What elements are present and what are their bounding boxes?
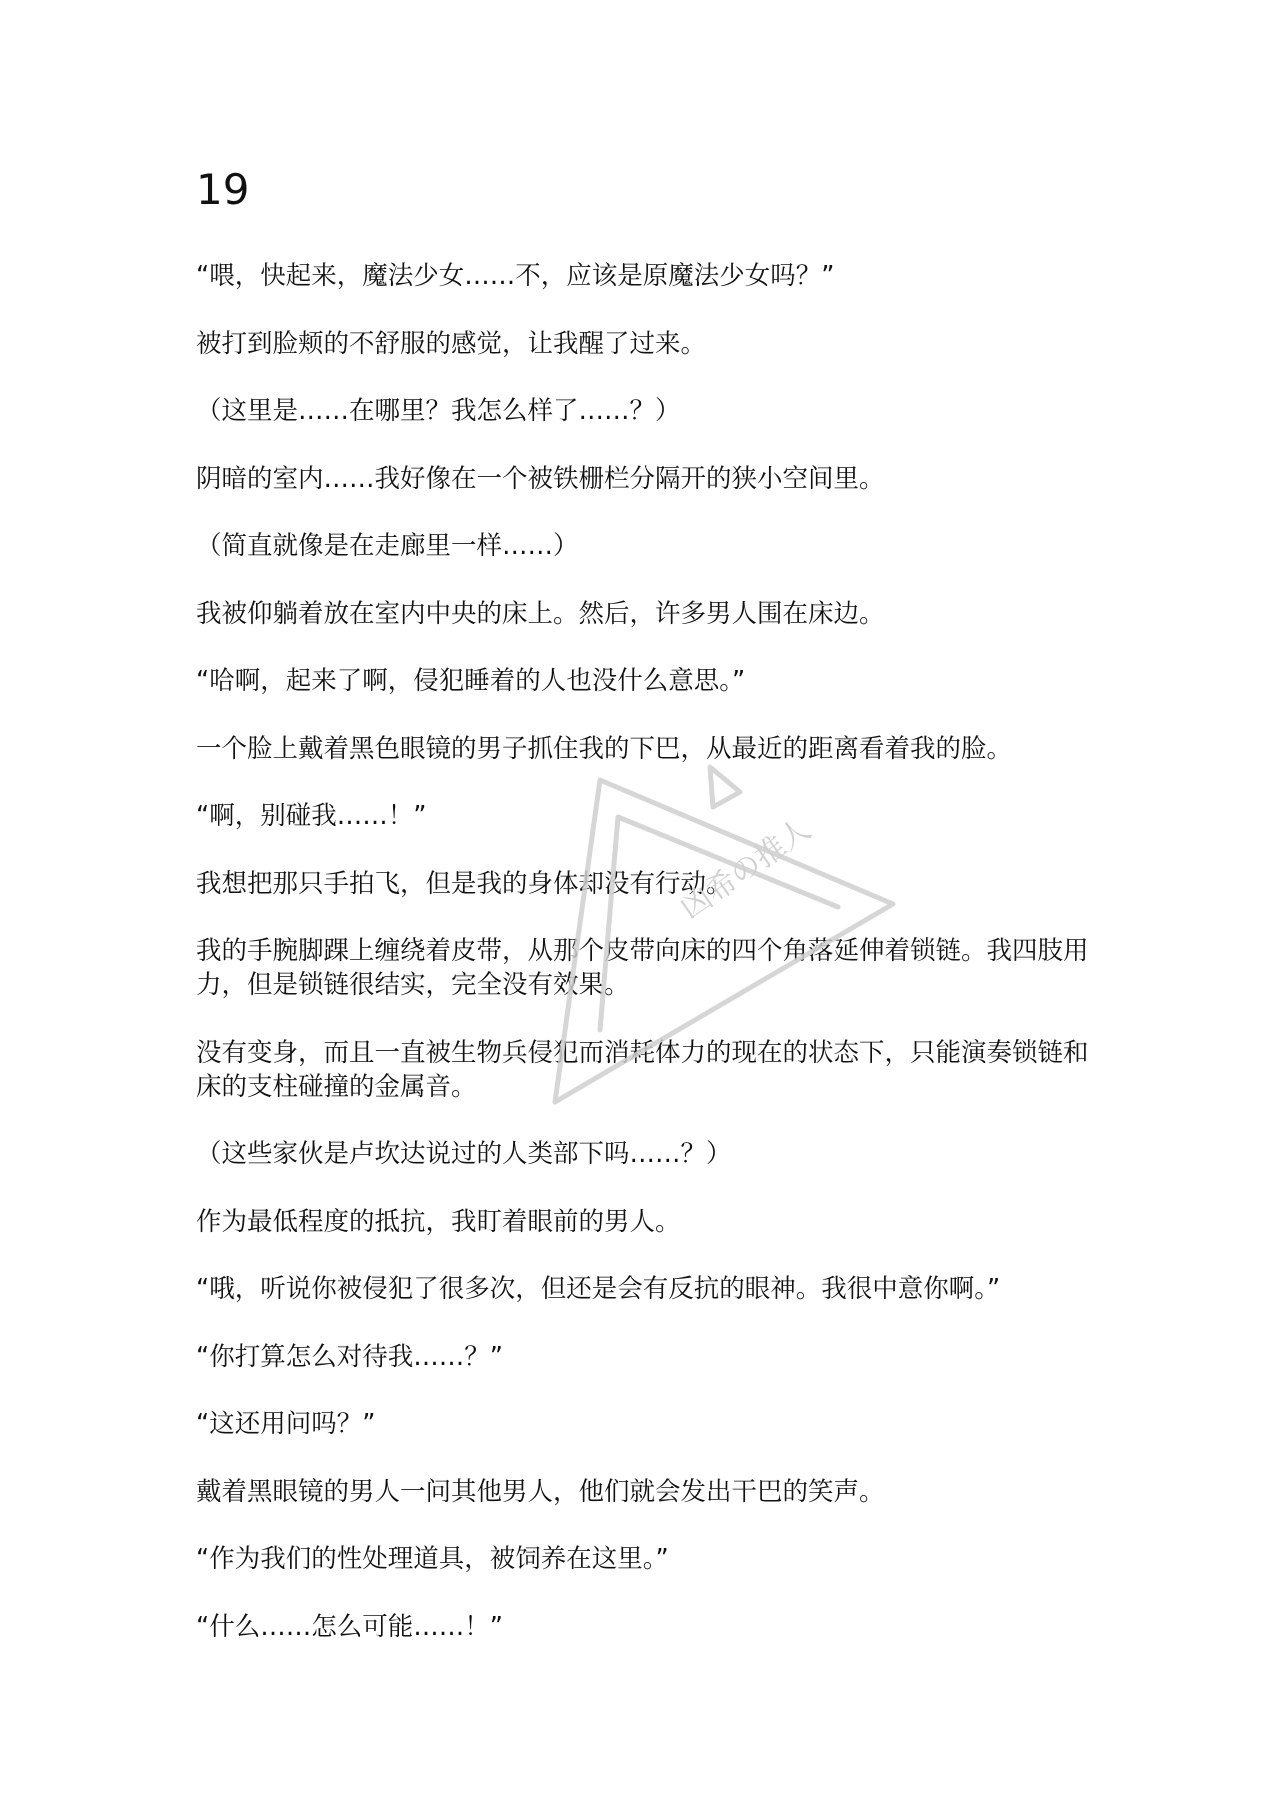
paragraph: 戴着黑眼镜的男人一问其他男人，他们就会发出干巴的笑声。 bbox=[196, 1476, 885, 1507]
paragraph: （这里是……在哪里？我怎么样了……？） bbox=[196, 396, 681, 426]
paragraph: 我被仰躺着放在室内中央的床上。然后，许多男人围在床边。 bbox=[196, 598, 885, 629]
paragraph: “你打算怎么对待我……？” bbox=[196, 1341, 503, 1372]
paragraph: “喂，快起来，魔法少女……不，应该是原魔法少女吗？” bbox=[196, 261, 835, 291]
paragraph: 作为最低程度的抵抗，我盯着眼前的男人。 bbox=[196, 1206, 681, 1237]
paragraph: （这些家伙是卢坎达说过的人类部下吗……？） bbox=[196, 1139, 732, 1169]
paragraph: 阴暗的室内……我好像在一个被铁栅栏分隔开的狭小空间里。 bbox=[196, 463, 885, 494]
chapter-body bbox=[196, 259, 1096, 1677]
paragraph: 一个脸上戴着黑色眼镜的男子抓住我的下巴，从最近的距离看着我的脸。 bbox=[196, 733, 1013, 764]
paragraph: “哦，听说你被侵犯了很多次，但还是会有反抗的眼神。我很中意你啊。” bbox=[196, 1274, 1001, 1304]
paragraph: 我想把那只手拍飞，但是我的身体却没有行动。 bbox=[196, 868, 732, 899]
paragraph: “哈啊，起来了啊，侵犯睡着的人也没什么意思。” bbox=[196, 666, 746, 696]
paragraph: 没有变身，而且一直被生物兵侵犯而消耗体力的现在的状态下，只能演奏锁链和床的支柱碰撞的金属音。 bbox=[196, 1037, 1089, 1102]
paragraph: “这还用问吗？” bbox=[196, 1409, 376, 1439]
paragraph: “什么……怎么可能……！” bbox=[196, 1611, 503, 1642]
paragraph: 我的手腕脚踝上缠绕着皮带，从那个皮带向床的四个角落延伸着锁链。我四肢用力，但是锁链很结实，完全没有效果。 bbox=[196, 936, 1089, 1000]
paragraph: “啊，别碰我……！” bbox=[196, 801, 427, 831]
watermark-text: 凶希の推人 bbox=[674, 811, 818, 927]
chapter-title: 19 bbox=[196, 165, 250, 214]
paragraph: “作为我们的性处理道具，被饲养在这里。” bbox=[196, 1544, 669, 1574]
paragraph: 被打到脸颊的不舒服的感觉，让我醒了过来。 bbox=[196, 328, 707, 359]
paragraph: （简直就像是在走廊里一样……） bbox=[196, 531, 579, 561]
